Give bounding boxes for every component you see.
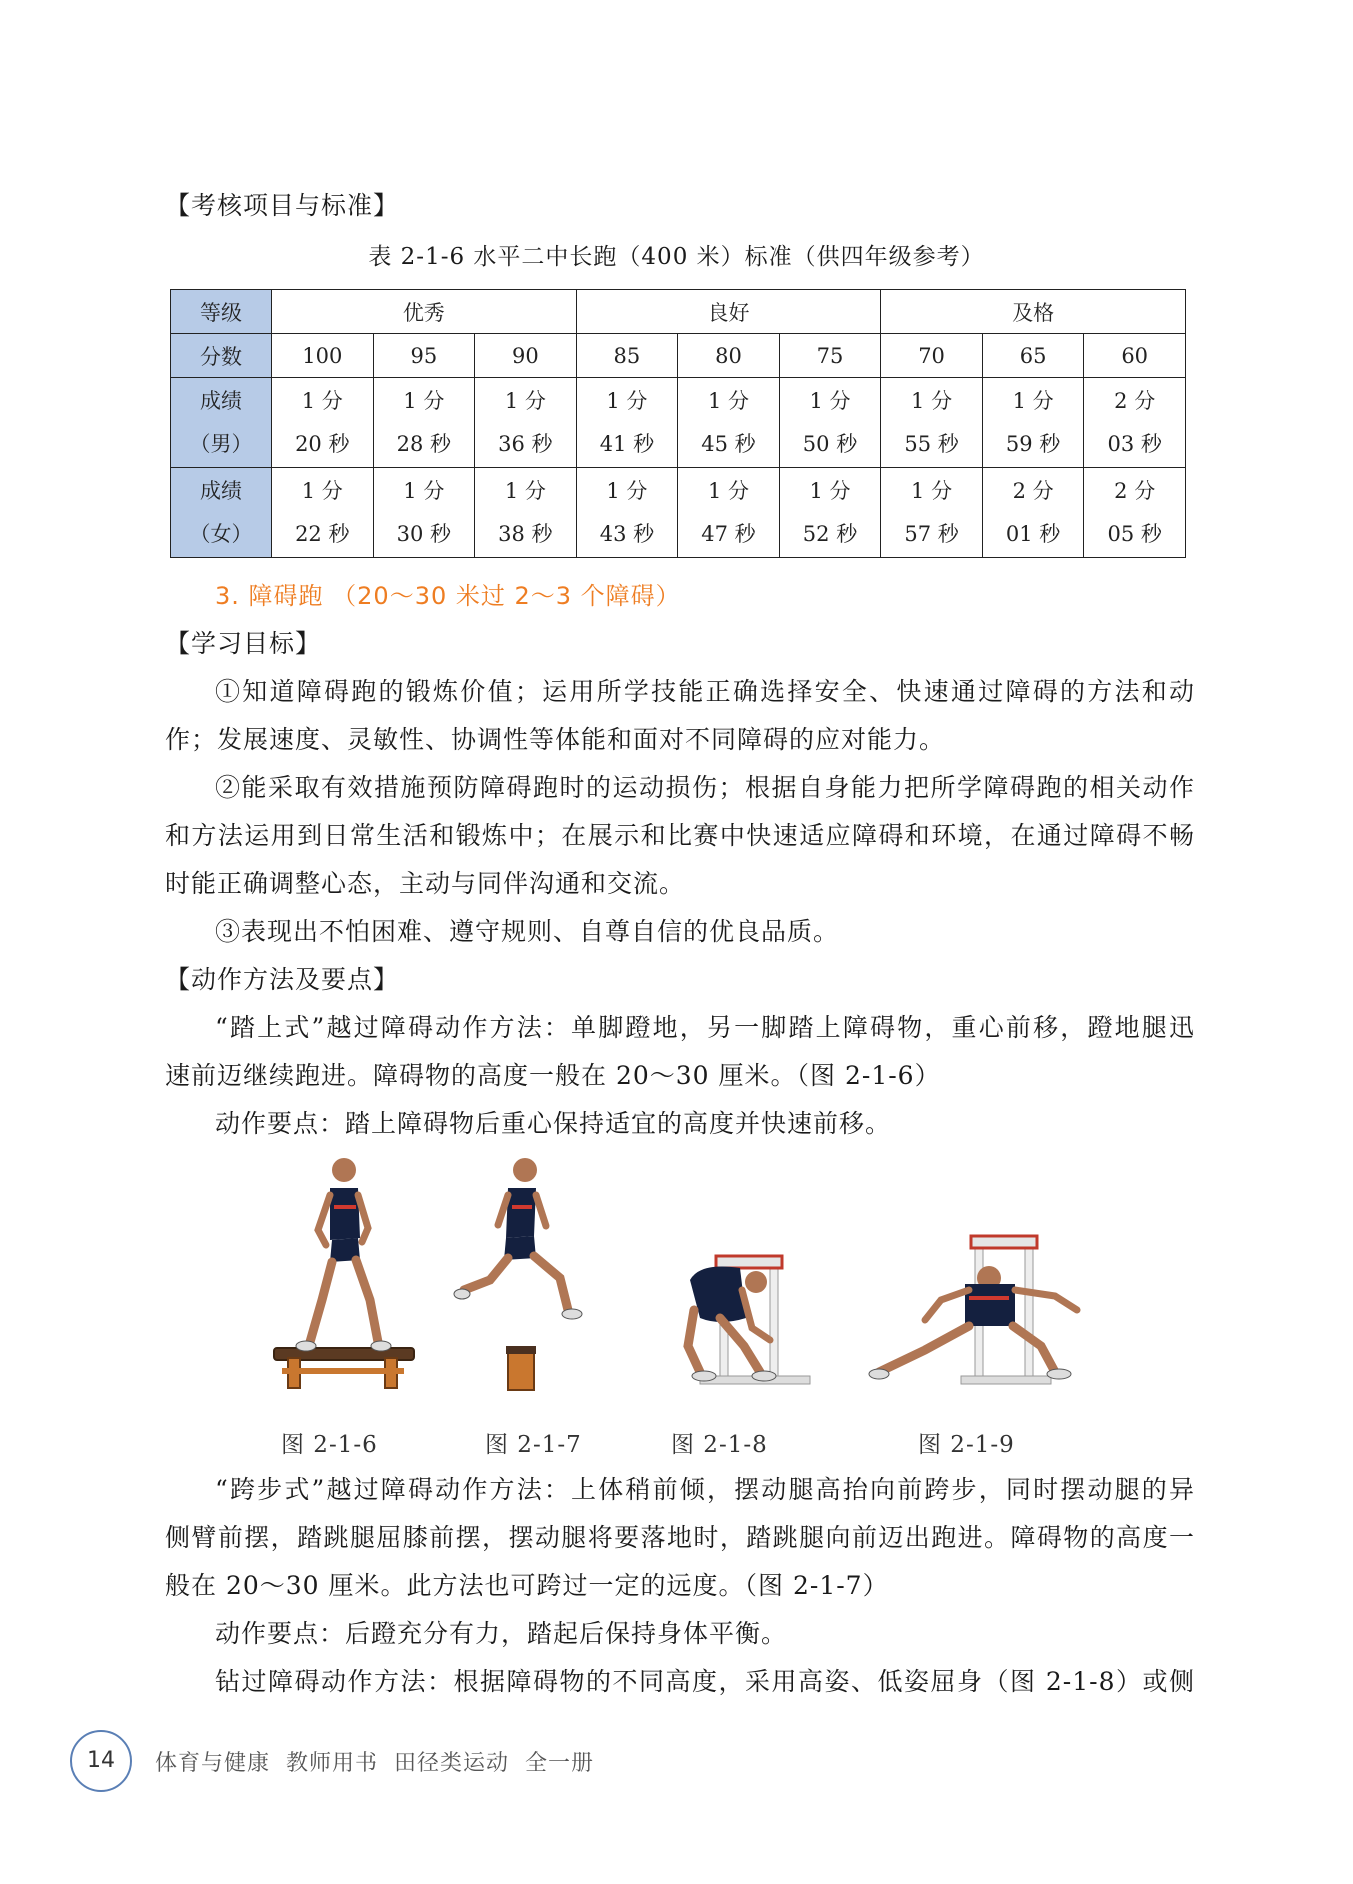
seconds: 03 秒 — [1107, 431, 1162, 456]
seconds: 50 秒 — [802, 431, 858, 456]
crawl-method-line1: 钻过障碍动作方法：根据障碍物的不同高度，采用高姿、低姿屈身（图 2-1-8）或侧 — [215, 1667, 1195, 1696]
score-cell: 95 — [373, 334, 475, 378]
stride-method-line3: 般在 20～30 厘米。此方法也可跨过一定的远度。（图 2-1-7） — [165, 1571, 889, 1600]
minutes: 1 分 — [301, 478, 343, 503]
minutes: 1 分 — [504, 478, 546, 503]
male-time-cell — [576, 378, 678, 468]
score-cell: 60 — [1084, 334, 1186, 378]
table-row-male — [171, 378, 1186, 468]
minutes: 1 分 — [504, 388, 546, 413]
seconds: 52 秒 — [802, 521, 858, 546]
minutes: 1 分 — [809, 478, 851, 503]
male-time-cell — [779, 378, 881, 468]
figure-caption: 图 2-1-8 — [671, 1432, 768, 1458]
grade-good: 良好 — [576, 290, 881, 334]
objective-1-line1: ①知道障碍跑的锻炼价值；运用所学技能正确选择安全、快速通过障碍的方法和动 — [215, 677, 1195, 706]
seconds: 36 秒 — [498, 431, 553, 456]
score-cell: 85 — [576, 334, 678, 378]
seconds: 55 秒 — [904, 431, 959, 456]
objective-2-line3: 时能正确调整心态，主动与同伴沟通和交流。 — [165, 869, 686, 898]
male-time-cell — [881, 378, 983, 468]
minutes: 2 分 — [1012, 478, 1054, 503]
female-time-cell — [881, 468, 983, 558]
female-time-cell — [779, 468, 881, 558]
minutes: 1 分 — [911, 478, 953, 503]
seconds: 22 秒 — [295, 521, 350, 546]
minutes: 1 分 — [809, 388, 851, 413]
seconds: 43 秒 — [599, 521, 655, 546]
female-time-cell — [982, 468, 1084, 558]
objective-2-line2: 和方法运用到日常生活和锻炼中；在展示和比赛中快速适应障碍和环境，在通过障碍不畅 — [165, 821, 1195, 850]
female-time-cell — [1084, 468, 1186, 558]
table-row-grade — [171, 290, 1186, 334]
female-time-cell — [678, 468, 780, 558]
header-female-line2: （女） — [189, 521, 253, 546]
minutes: 1 分 — [606, 388, 648, 413]
header-male-line2: （男） — [189, 431, 253, 456]
header-female-line1: 成绩 — [200, 478, 242, 503]
assessment-heading: 【考核项目与标准】 — [165, 191, 400, 220]
header-score: 分数 — [171, 334, 272, 378]
objective-3-line1: ③表现出不怕困难、遵守规则、自尊自信的优良品质。 — [215, 917, 840, 946]
figure-caption: 图 2-1-7 — [485, 1432, 582, 1458]
standards-table — [170, 289, 1186, 558]
minutes: 1 分 — [707, 388, 749, 413]
header-male — [171, 378, 272, 468]
figure-strip — [260, 1150, 1140, 1410]
figure-crawl-high-image — [660, 1150, 830, 1405]
seconds: 20 秒 — [295, 431, 350, 456]
seconds: 30 秒 — [396, 521, 452, 546]
female-time-cell — [373, 468, 475, 558]
minutes: 1 分 — [606, 478, 648, 503]
seconds: 47 秒 — [701, 521, 756, 546]
seconds: 59 秒 — [1005, 431, 1061, 456]
objective-1-line2: 作；发展速度、灵敏性、协调性等体能和面对不同障碍的应对能力。 — [165, 725, 946, 754]
header-male-line1: 成绩 — [200, 388, 242, 413]
score-cell: 70 — [881, 334, 983, 378]
page-number: 14 — [70, 1730, 132, 1792]
book-title: 体育与健康 教师用书 田径类运动 全一册 — [155, 1751, 594, 1776]
stride-keypoint: 动作要点：后蹬充分有力，踏起后保持身体平衡。 — [215, 1619, 788, 1648]
male-time-cell — [272, 378, 374, 468]
male-time-cell — [1084, 378, 1186, 468]
header-grade: 等级 — [171, 290, 272, 334]
figure-caption: 图 2-1-9 — [918, 1432, 1015, 1458]
learning-heading: 【学习目标】 — [165, 629, 322, 658]
header-female — [171, 468, 272, 558]
score-cell: 100 — [272, 334, 374, 378]
stride-method-line1: “跨步式”越过障碍动作方法：上体稍前倾，摆动腿高抬向前跨步，同时摆动腿的异 — [215, 1475, 1195, 1504]
score-cell: 65 — [982, 334, 1084, 378]
seconds: 38 秒 — [498, 521, 553, 546]
minutes: 2 分 — [1114, 478, 1156, 503]
female-time-cell — [272, 468, 374, 558]
step-up-method-line1: “踏上式”越过障碍动作方法：单脚蹬地，另一脚踏上障碍物，重心前移，蹬地腿迅 — [215, 1013, 1195, 1042]
seconds: 45 秒 — [701, 431, 756, 456]
minutes: 1 分 — [1012, 388, 1054, 413]
minutes: 2 分 — [1114, 388, 1156, 413]
figure-step-up-image — [260, 1150, 430, 1405]
male-time-cell — [373, 378, 475, 468]
seconds: 01 秒 — [1005, 521, 1061, 546]
method-heading: 【动作方法及要点】 — [165, 965, 400, 994]
male-time-cell — [982, 378, 1084, 468]
minutes: 1 分 — [707, 478, 749, 503]
female-time-cell — [475, 468, 577, 558]
seconds: 41 秒 — [599, 431, 655, 456]
table-caption: 表 2-1-6 水平二中长跑（400 米）标准（供四年级参考） — [368, 244, 985, 270]
minutes: 1 分 — [403, 388, 445, 413]
score-cell: 80 — [678, 334, 780, 378]
female-time-cell — [576, 468, 678, 558]
score-cell: 75 — [779, 334, 881, 378]
male-time-cell — [475, 378, 577, 468]
minutes: 1 分 — [911, 388, 953, 413]
figure-caption: 图 2-1-6 — [281, 1432, 378, 1458]
grade-pass: 及格 — [881, 290, 1186, 334]
score-cell: 90 — [475, 334, 577, 378]
table-row-score — [171, 334, 1186, 378]
minutes: 1 分 — [301, 388, 343, 413]
figure-crawl-side-image — [865, 1150, 1095, 1405]
step-up-method-line2: 速前迈继续跑进。障碍物的高度一般在 20～30 厘米。（图 2-1-6） — [165, 1061, 941, 1090]
section-title: 3. 障碍跑 （20～30 米过 2～3 个障碍） — [215, 582, 681, 610]
seconds: 57 秒 — [904, 521, 959, 546]
stride-method-line2: 侧臂前摆，踏跳腿屈膝前摆，摆动腿将要落地时，踏跳腿向前迈出跑进。障碍物的高度一 — [165, 1523, 1195, 1552]
figure-stride-image — [450, 1150, 600, 1405]
table-row-female — [171, 468, 1186, 558]
male-time-cell — [678, 378, 780, 468]
grade-excellent: 优秀 — [272, 290, 577, 334]
seconds: 05 秒 — [1107, 521, 1162, 546]
objective-2-line1: ②能采取有效措施预防障碍跑时的运动损伤；根据自身能力把所学障碍跑的相关动作 — [215, 773, 1195, 802]
step-up-keypoint: 动作要点：踏上障碍物后重心保持适宜的高度并快速前移。 — [215, 1109, 892, 1138]
minutes: 1 分 — [403, 478, 445, 503]
seconds: 28 秒 — [396, 431, 452, 456]
